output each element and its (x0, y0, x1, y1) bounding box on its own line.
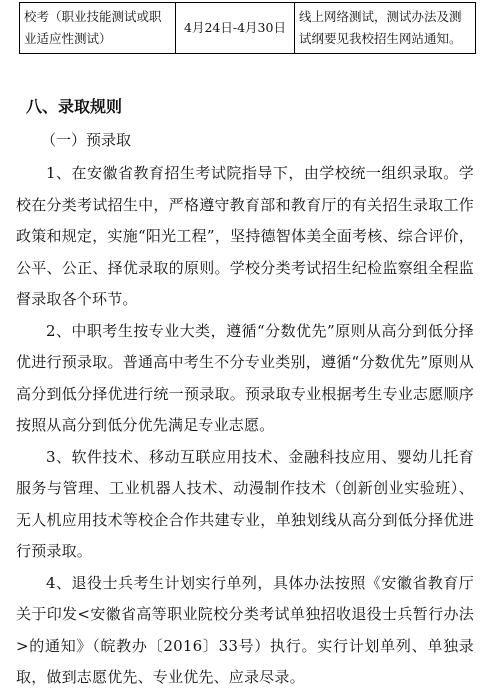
exam-type-cell: 校考（职业技能测试或职业适应性测试） (20, 3, 176, 54)
paragraph-1: 1、在安徽省教育招生考试院指导下，由学校统一组织录取。学校在分类考试招生中，严格遵守教育部和教育厅的有关招生录取工作政策和规定，实施“阳光工程”，坚持德智体美全面考核、综合评价，公平、公正、择优录取的原则。学校分类考试招生纪检监察组全程监督录取各个环节。 (16, 164, 474, 308)
paragraph-3: 3、软件技术、移动互联应用技术、金融科技应用、婴幼儿托育服务与管理、工业机器人技术、动漫制作技术（创新创业实验班）、无人机应用技术等校企合作共建专业，单独划线从高分到低分择优进行预录取。 (16, 447, 474, 560)
paragraph-4: 4、退役士兵考生计划实行单列，具体办法按照《安徽省教育厅关于印发<安徽省高等职业院校分类考试单独招收退役士兵暂行办法>的通知》（皖教办〔2016〕33号）执行。实行计划单列、单独录取，做到志愿优先、专业优先、应录尽录。 (16, 573, 474, 686)
admission-rules-section (16, 96, 474, 694)
section-heading: 八、录取规则 (26, 97, 123, 116)
schedule-table (19, 2, 476, 54)
subsection-heading: （一）预录取 (41, 131, 132, 149)
table-row (20, 3, 476, 54)
exam-note-cell: 线上网络测试，测试办法及测试纲要见我校招生网站通知。 (295, 3, 476, 54)
paragraph-2: 2、中职考生按专业大类，遵循“分数优先”原则从高分到低分择优进行预录取。普通高中考生不分专业类别，遵循“分数优先”原则从高分到低分择优进行统一预录取。预录取专业根据考生专业志愿顺序按照从高分到低分优先满足专业志愿。 (16, 321, 474, 434)
schedule-table-wrap (19, 2, 471, 54)
exam-dates-cell: 4月24日-4月30日 (176, 3, 295, 54)
